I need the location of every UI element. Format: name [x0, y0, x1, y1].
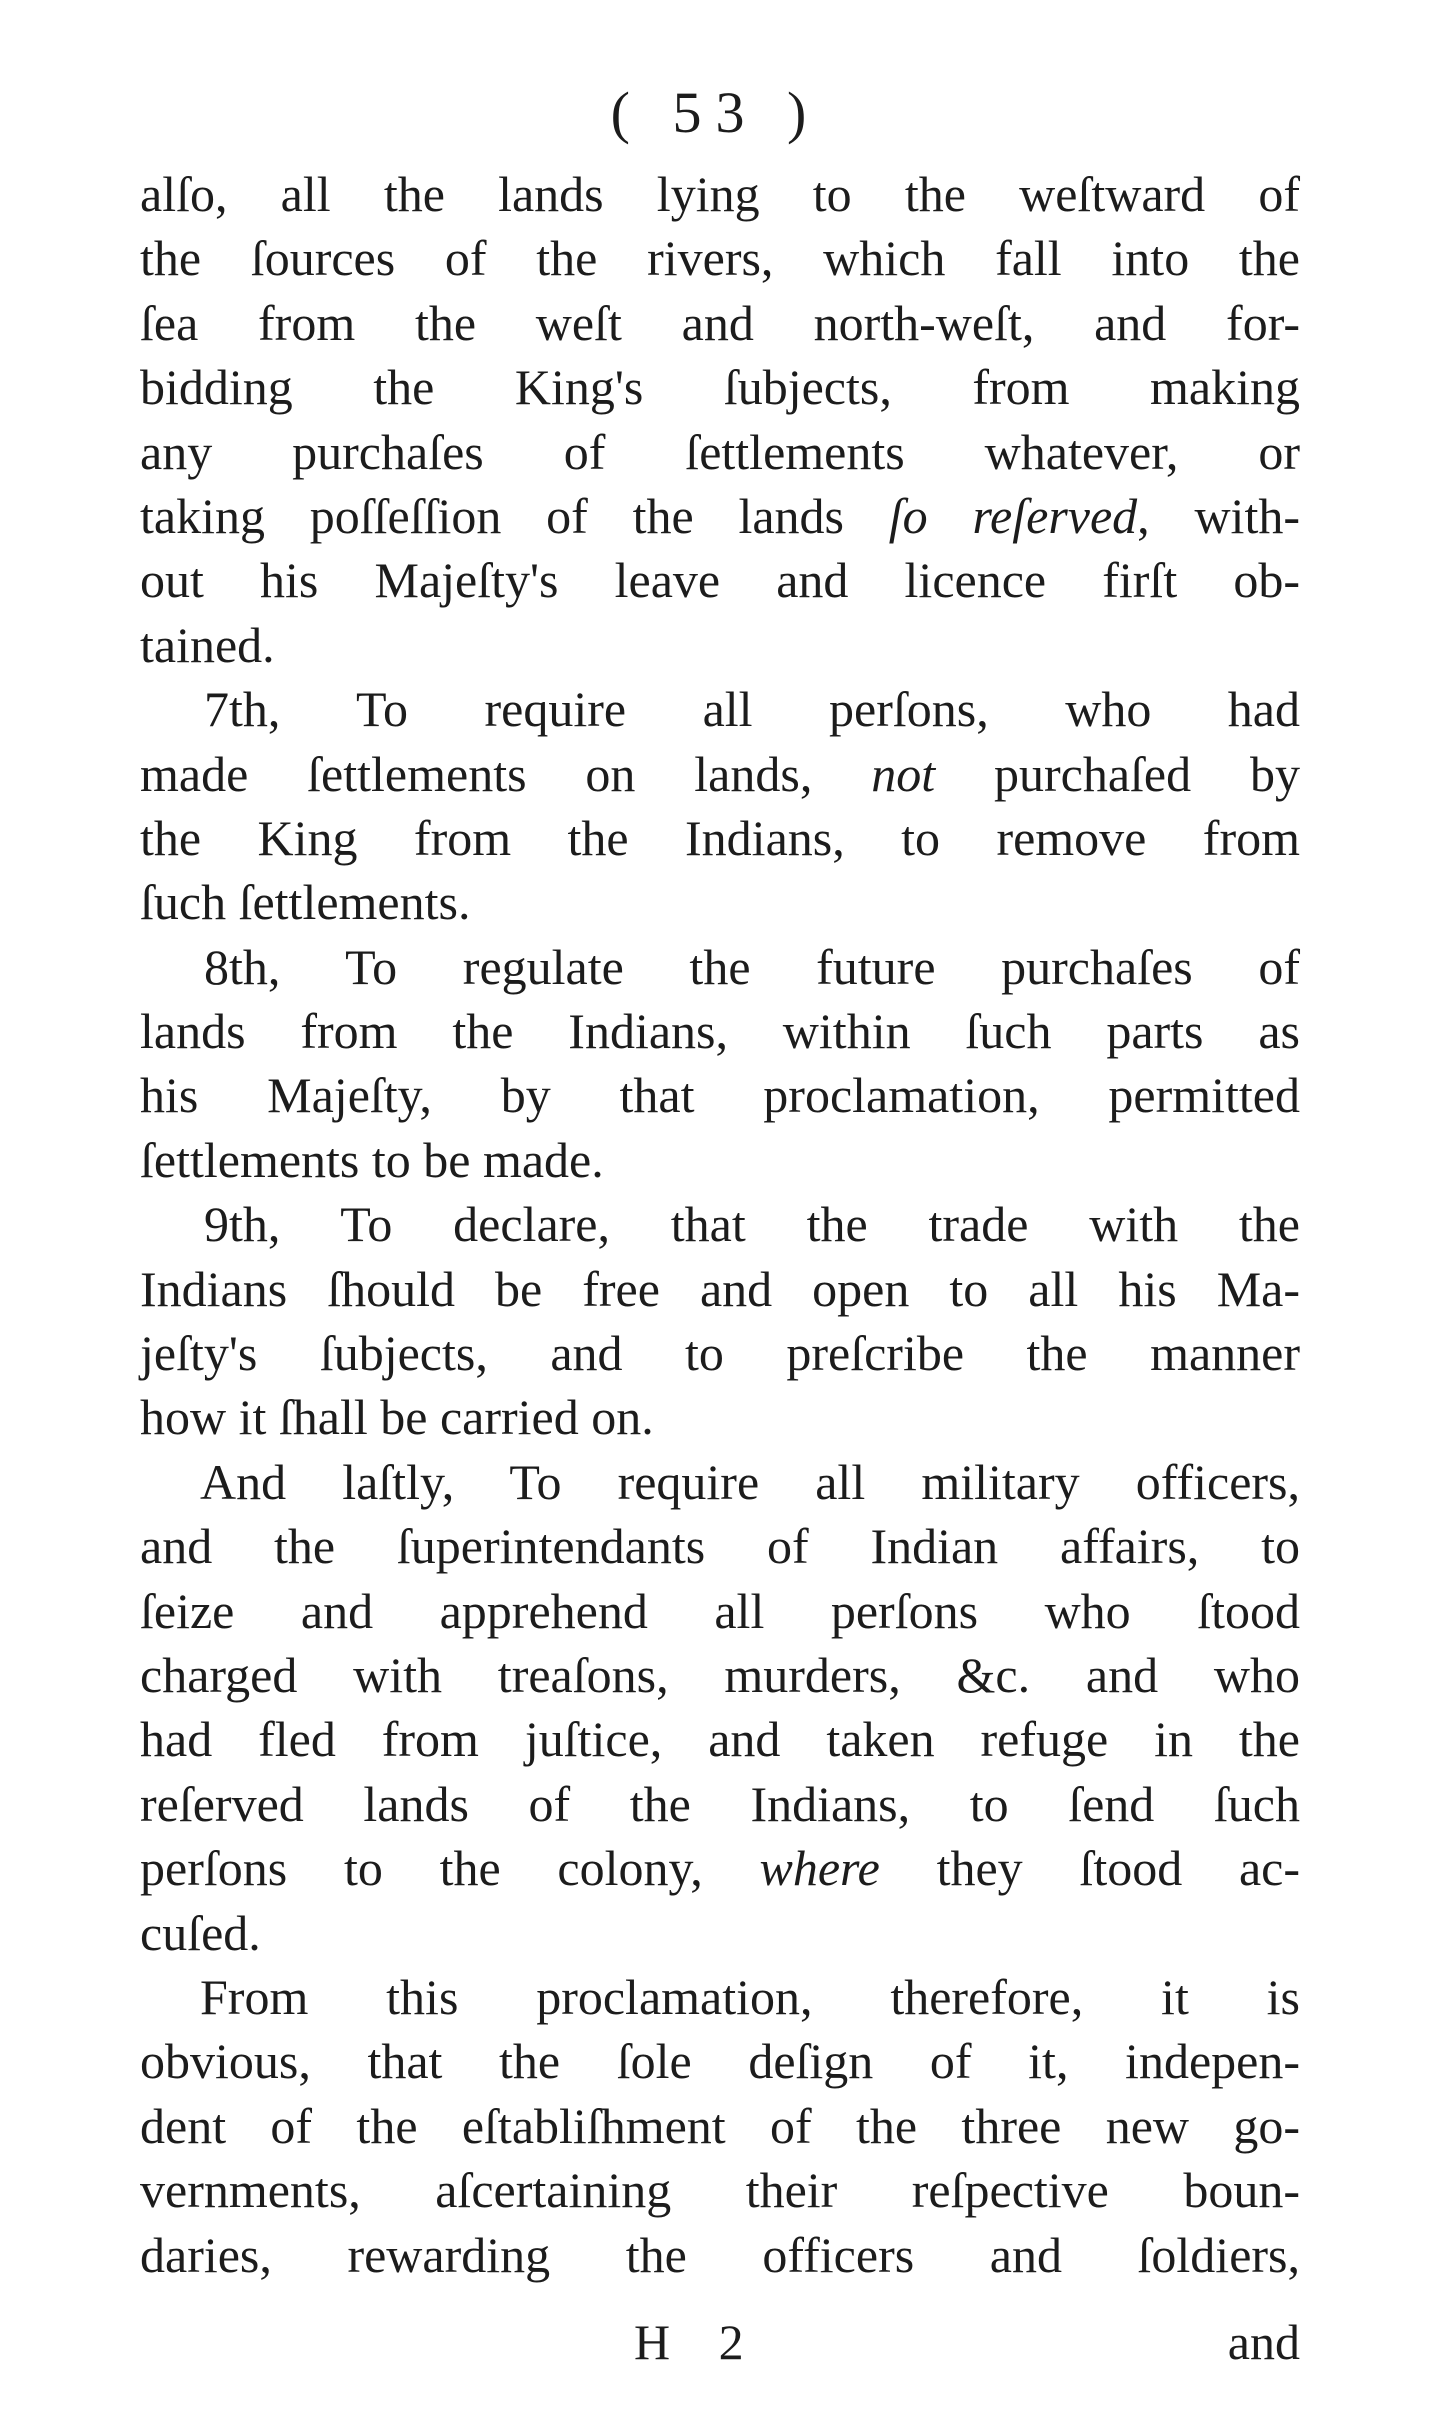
text-line: dent of the eſtabliſhment of the three new go- — [140, 2097, 1300, 2154]
text-line: obvious, that the ſole deſign of it, indepen- — [140, 2033, 1300, 2090]
catchword: and — [1227, 2314, 1300, 2370]
text-line: his Majeſty, by that proclamation, permitted — [140, 1067, 1300, 1124]
text-line: daries, rewarding the officers and ſoldiers, — [140, 2226, 1300, 2283]
text-line: reſerved lands of the Indians, to ſend ſuch — [140, 1775, 1300, 1832]
text-line: the King from the Indians, to remove from — [140, 809, 1300, 866]
text-line: how it ſhall be carried on. — [140, 1389, 654, 1446]
text-line: made ſettlements on lands, not purchaſed by — [140, 745, 1300, 802]
text-line: 9th, To declare, that the trade with the — [204, 1196, 1300, 1253]
text-line: and the ſuperintendants of Indian affairs, to — [140, 1518, 1300, 1575]
text-line: ſettlements to be made. — [140, 1131, 604, 1188]
text-line: vernments, aſcertaining their reſpective boun- — [140, 2162, 1300, 2219]
text-line: cuſed. — [140, 1904, 261, 1961]
text-line: From this proclamation, therefore, it is — [200, 1968, 1300, 2025]
text-line: Indians ſhould be free and open to all his Ma- — [140, 1260, 1300, 1317]
text-line: ſea from the weſt and north-weſt, and for- — [140, 294, 1300, 351]
italic-text: where — [759, 1840, 880, 1897]
signature-mark: H 2 — [634, 2314, 762, 2370]
text-line: 8th, To regulate the future purchaſes of — [204, 938, 1300, 995]
text-line: charged with treaſons, murders, &c. and who — [140, 1646, 1300, 1703]
text-line: lands from the Indians, within ſuch parts as — [140, 1003, 1300, 1060]
text-line: out his Majeſty's leave and licence firſt ob- — [140, 552, 1300, 609]
text-line: perſons to the colony, where they ſtood ac- — [140, 1840, 1300, 1897]
text-line: taking poſſeſſion of the lands ſo reſerved, with- — [140, 487, 1300, 544]
text-line: And laſtly, To require all military officers, — [200, 1453, 1300, 1510]
text-line: alſo, all the lands lying to the weſtward of — [140, 166, 1300, 222]
italic-text: ſo reſerved — [888, 487, 1138, 544]
text-line: 7th, To require all perſons, who had — [204, 681, 1300, 738]
body-text — [140, 162, 1300, 2287]
page-footer — [140, 2310, 1300, 2380]
text-line: tained. — [140, 616, 275, 673]
text-line: ſeize and apprehend all perſons who ſtood — [140, 1582, 1300, 1639]
text-line: bidding the King's ſubjects, from making — [140, 359, 1300, 416]
text-line: the ſources of the rivers, which fall into the — [140, 230, 1300, 287]
text-line: any purchaſes of ſettlements whatever, or — [140, 423, 1300, 480]
text-line: jeſty's ſubjects, and to preſcribe the manner — [140, 1325, 1300, 1382]
text-line: ſuch ſettlements. — [140, 874, 471, 931]
text-line: had fled from juſtice, and taken refuge in the — [140, 1711, 1300, 1768]
italic-text: not — [871, 745, 936, 802]
page-number: ( 53 ) — [610, 80, 821, 145]
